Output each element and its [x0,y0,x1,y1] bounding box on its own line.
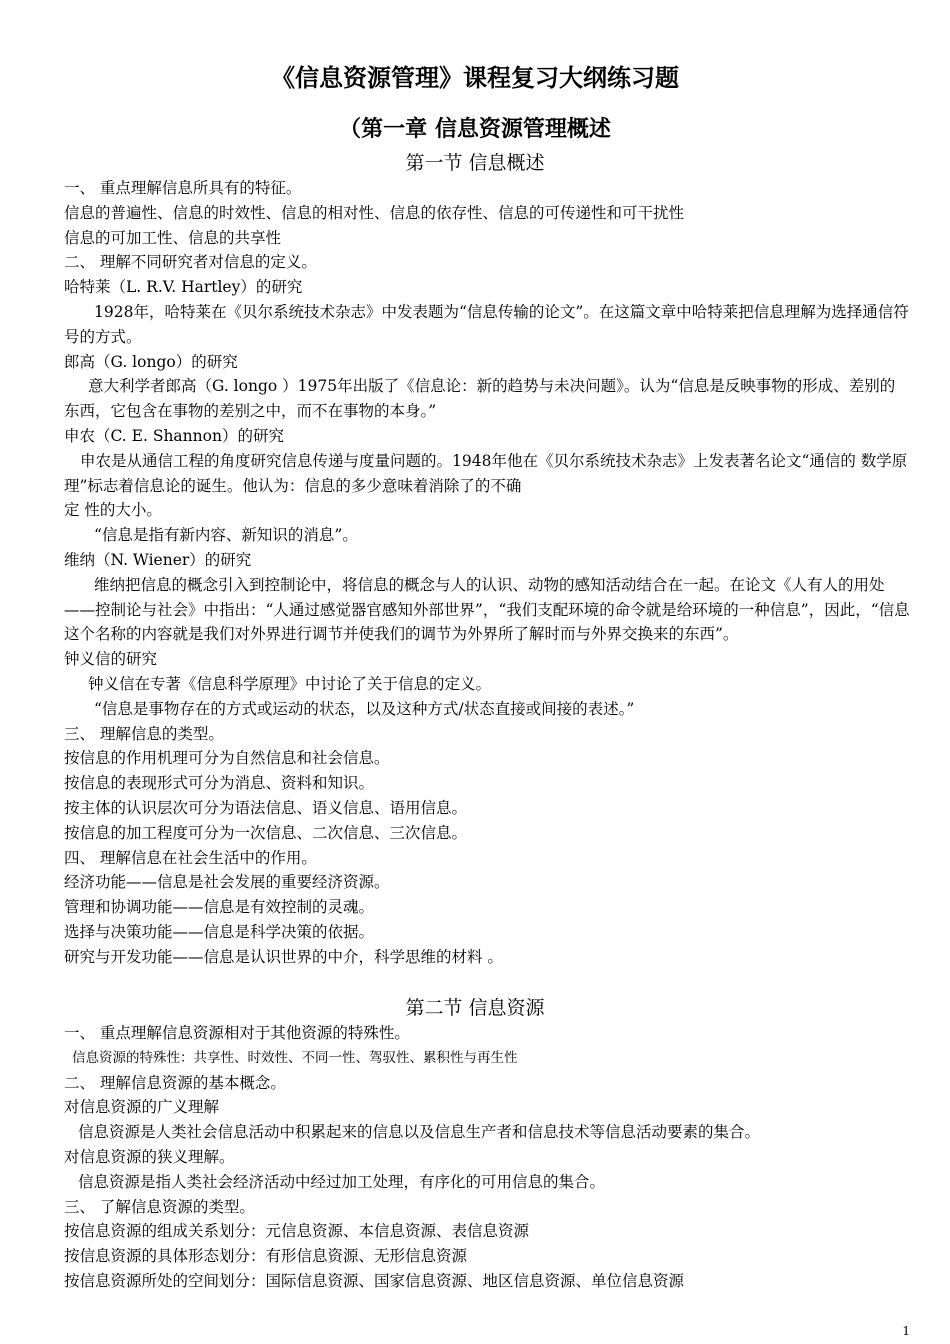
researcher-heading-longo: 郎高（G. longo）的研究 [64,352,238,371]
paragraph-line: 信息的可加工性、信息的共享性 [64,228,282,247]
section-heading-2: 第二节 信息资源 [405,997,545,1019]
paragraph-hartley: 1928年，哈特莱在《贝尔系统技术杂志》中发表题为“信息传输的论文”。在这篇文章中哈特莱把信息理解为选择通信符号的方式。 [64,302,909,346]
section-heading-1: 第一节 信息概述 [405,152,545,174]
list-item: 按信息的加工程度可分为一次信息、二次信息、三次信息。 [64,823,468,842]
section-2-body [64,1021,924,1294]
researcher-heading-shannon: 申农（C. E. Shannon）的研究 [64,426,284,445]
page-number: 1 [902,1324,910,1338]
heading-item-2: 二、 理解信息资源的基本概念。 [64,1073,286,1092]
list-item: 经济功能——信息是社会发展的重要经济资源。 [64,873,390,892]
section-1-body [64,176,910,970]
paragraph-line: 信息资源是指人类社会经济活动中经过加工处理，有序化的可用信息的集合。 [78,1172,606,1191]
heading-item-3: 三、 理解信息的类型。 [64,724,224,743]
paragraph-line: 信息资源是人类社会信息活动中积累起来的信息以及信息生产者和信息技术等信息活动要素的集合。 [78,1123,761,1142]
paragraph-wiener: 维纳把信息的概念引入到控制论中，将信息的概念与人的认识、动物的感知活动结合在一起。在论文《人有人的用处——控制论与社会》中指出：“人通过感觉器官感知外部世界”，“我们支配环境的命令就是给环境的一种信息”，因此，“信息这个名称的内容就是我们对外界进行调节并使我们的调节为外界所了解时而与外界交换来的东西”。 [64,575,910,644]
researcher-heading-wiener: 维纳（N. Wiener）的研究 [64,550,252,569]
chapter-heading: （第一章 信息资源管理概述 [339,117,611,142]
list-item: 按信息资源的具体形态划分：有形信息资源、无形信息资源 [64,1247,468,1266]
list-item: 选择与决策功能——信息是科学决策的依据。 [64,922,375,941]
heading-item-3: 三、 了解信息资源的类型。 [64,1197,255,1216]
paragraph-line: 信息的普遍性、信息的时效性、信息的相对性、信息的依存性、信息的可传递性和可干扰性 [64,203,685,222]
document-title: 《信息资源管理》课程复习大纲练习题 [271,64,679,92]
paragraph-line: 定 性的大小。 [64,501,162,520]
paragraph-shannon: 申农是从通信工程的角度研究信息传递与度量问题的。1948年他在《贝尔系统技术杂志》上发表著名论文“通信的 数学原理”标志着信息论的诞生。他认为：信息的多少意味着消除了的不确 [64,451,908,495]
researcher-heading-hartley: 哈特莱（L. R.V. Hartley）的研究 [64,278,303,297]
subheading-broad: 对信息资源的广义理解 [64,1098,220,1117]
quote-line: “信息是事物存在的方式或运动的状态，以及这种方式/状态直接或间接的表述。” [94,699,635,718]
list-item: 按主体的认识层次可分为语法信息、语义信息、语用信息。 [64,798,468,817]
list-item: 按信息资源的组成关系划分：元信息资源、本信息资源、表信息资源 [64,1222,530,1241]
list-item: 管理和协调功能——信息是有效控制的灵魂。 [64,898,375,917]
paragraph-line: 钟义信在专著《信息科学原理》中讨论了关于信息的定义。 [88,674,492,693]
heading-item-1: 一、 重点理解信息所具有的特征。 [64,179,302,197]
list-item: 研究与开发功能——信息是认识世界的中介，科学思维的材料 。 [64,947,503,966]
heading-item-1: 一、 重点理解信息资源相对于其他资源的特殊性。 [64,1024,410,1042]
paragraph-longo: 意大利学者郎高（G. longo ）1975年出版了《信息论：新的趋势与未决问题》。认为“信息是反映事物的形成、差别的东西，它包含在事物的差别之中，而不在事物的本身。” [64,377,896,421]
subheading-narrow: 对信息资源的狭义理解。 [64,1147,235,1166]
list-item: 按信息资源所处的空间划分：国际信息资源、国家信息资源、地区信息资源、单位信息资源 [64,1271,685,1290]
researcher-heading-zhong: 钟义信的研究 [64,650,158,669]
list-item: 按信息的作用机理可分为自然信息和社会信息。 [64,749,390,768]
paragraph-line: 信息资源的特殊性：共享性、时效性、不同一性、驾驭性、累积性与再生性 [72,1049,518,1066]
list-item: 按信息的表现形式可分为消息、资料和知识。 [64,774,375,793]
quote-line: “信息是指有新内容、新知识的消息”。 [94,526,358,545]
heading-item-4: 四、 理解信息在社会生活中的作用。 [64,848,317,867]
heading-item-2: 二、 理解不同研究者对信息的定义。 [64,253,317,272]
